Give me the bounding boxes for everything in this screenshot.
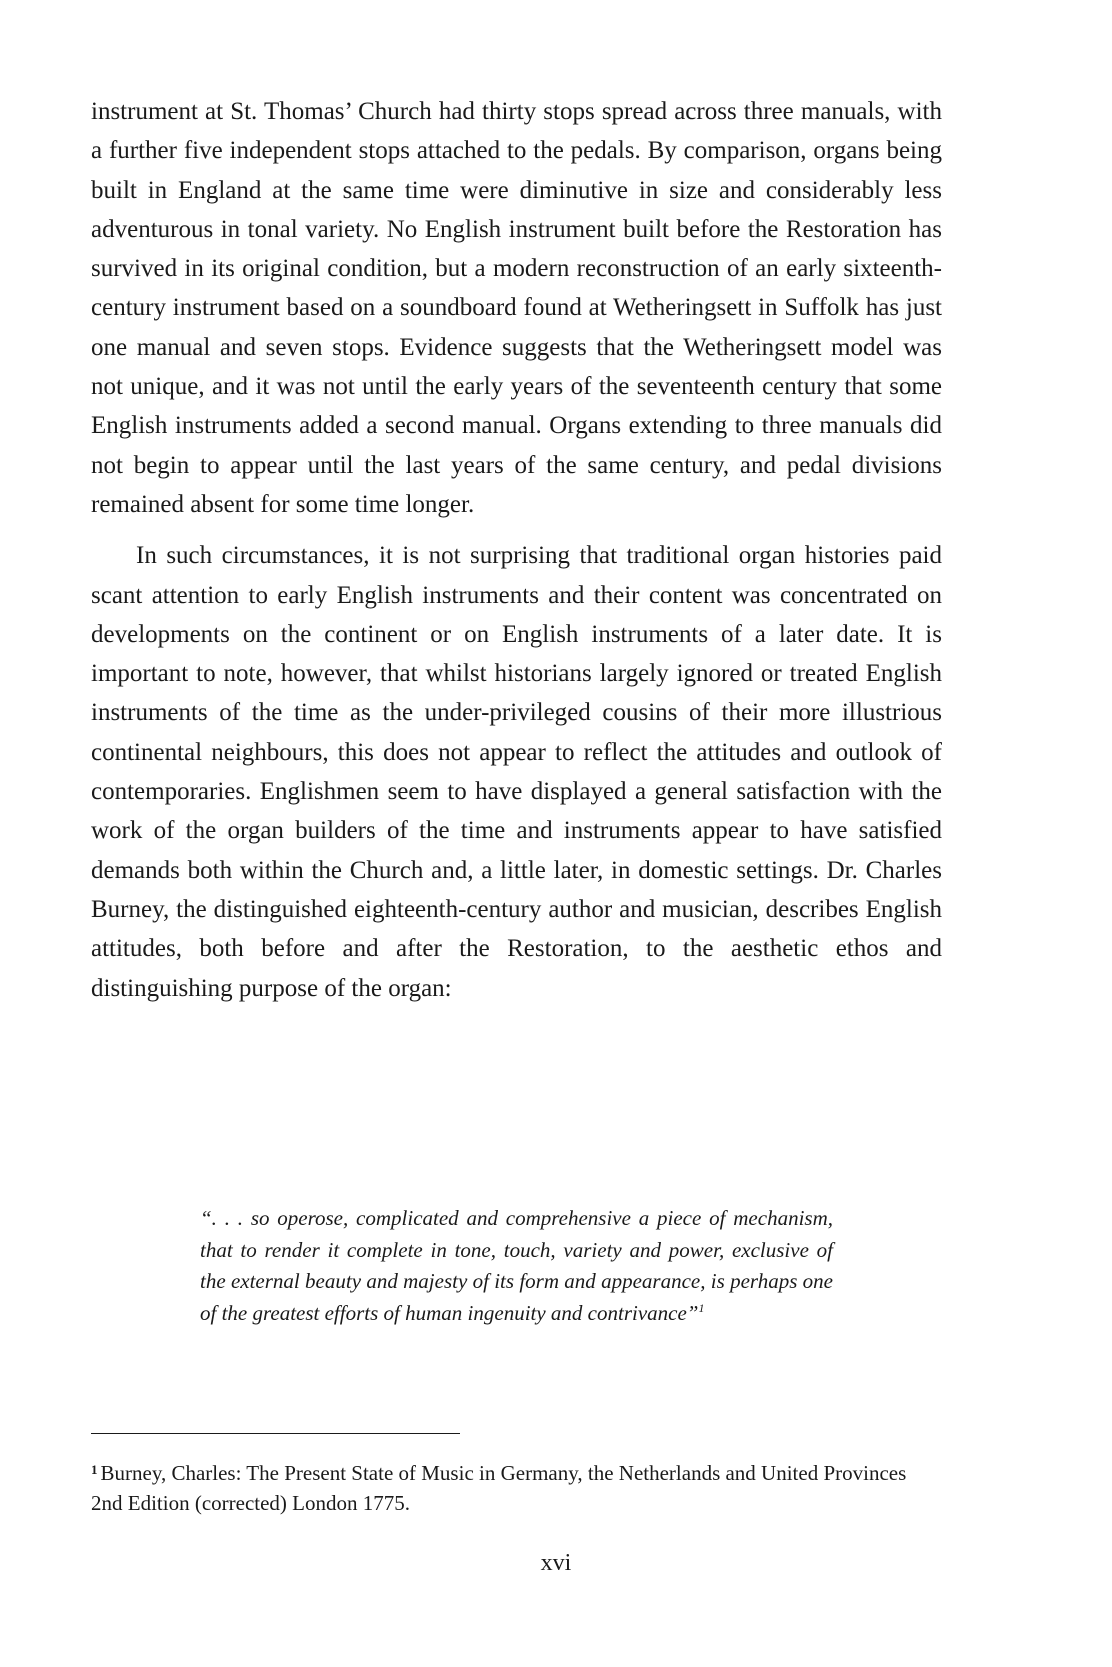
block-quote	[200, 1203, 833, 1329]
page-number: xvi	[540, 1550, 572, 1576]
footnote-reference: 1	[698, 1300, 705, 1315]
footnote-number: 1	[91, 1462, 98, 1477]
paragraph-2: In such circumstances, it is not surprising that traditional organ histories paid scant attention to early English instruments and their content was concentrated on developments on the continent or on English instruments of a later date. It is important to note, however, that whilst historians largely ignored or treated English instruments of the time as the under-privileged cousins of their more illustrious continental neighbours, this does not appear to reflect the attitudes and outlook of contemporaries. Englishmen seem to have displayed a general satisfaction with the work of the organ builders of the time and instruments appear to have satisfied demands both within the Church and, a little later, in domestic settings. Dr. Charles Burney, the distinguished eighteenth-century author and musician, describes English attitudes, both before and after the Restoration, to the aesthetic ethos and distinguishing purpose of the organ:	[91, 542, 942, 1002]
quote-text: “. . . so operose, complicated and comprehensive a piece of mechanism, that to render it complete in tone, touch, variety and power, exclusive of the external beauty and majesty of its form and appearance, is perhaps one of the greatest efforts of human ingenuity and contrivance”	[200, 1206, 833, 1325]
footnote-divider	[91, 1433, 460, 1434]
footnote-text: Burney, Charles: The Present State of Music in Germany, the Netherlands and United Provinces 2nd Edition (corrected) London 1775.	[91, 1461, 907, 1515]
paragraph-1: instrument at St. Thomas’ Church had thirty stops spread across three manuals, with a further five independent stops attached to the pedals. By comparison, organs being built in England at the same time were diminutive in size and considerably less adventurous in tonal variety. No English instrument built before the Restoration has survived in its original condition, but a modern reconstruction of an early sixteenth-century instrument based on a soundboard found at Wetheringsett in Suffolk has just one manual and seven stops. Evidence suggests that the Wetheringsett model was not unique, and it was not until the early years of the seventeenth century that some English instruments added a second manual. Organs extending to three manuals did not begin to appear until the last years of the same century, and pedal divisions remained absent for some time longer.	[91, 98, 942, 518]
body-text	[91, 92, 942, 1008]
footnote	[91, 1455, 942, 1518]
